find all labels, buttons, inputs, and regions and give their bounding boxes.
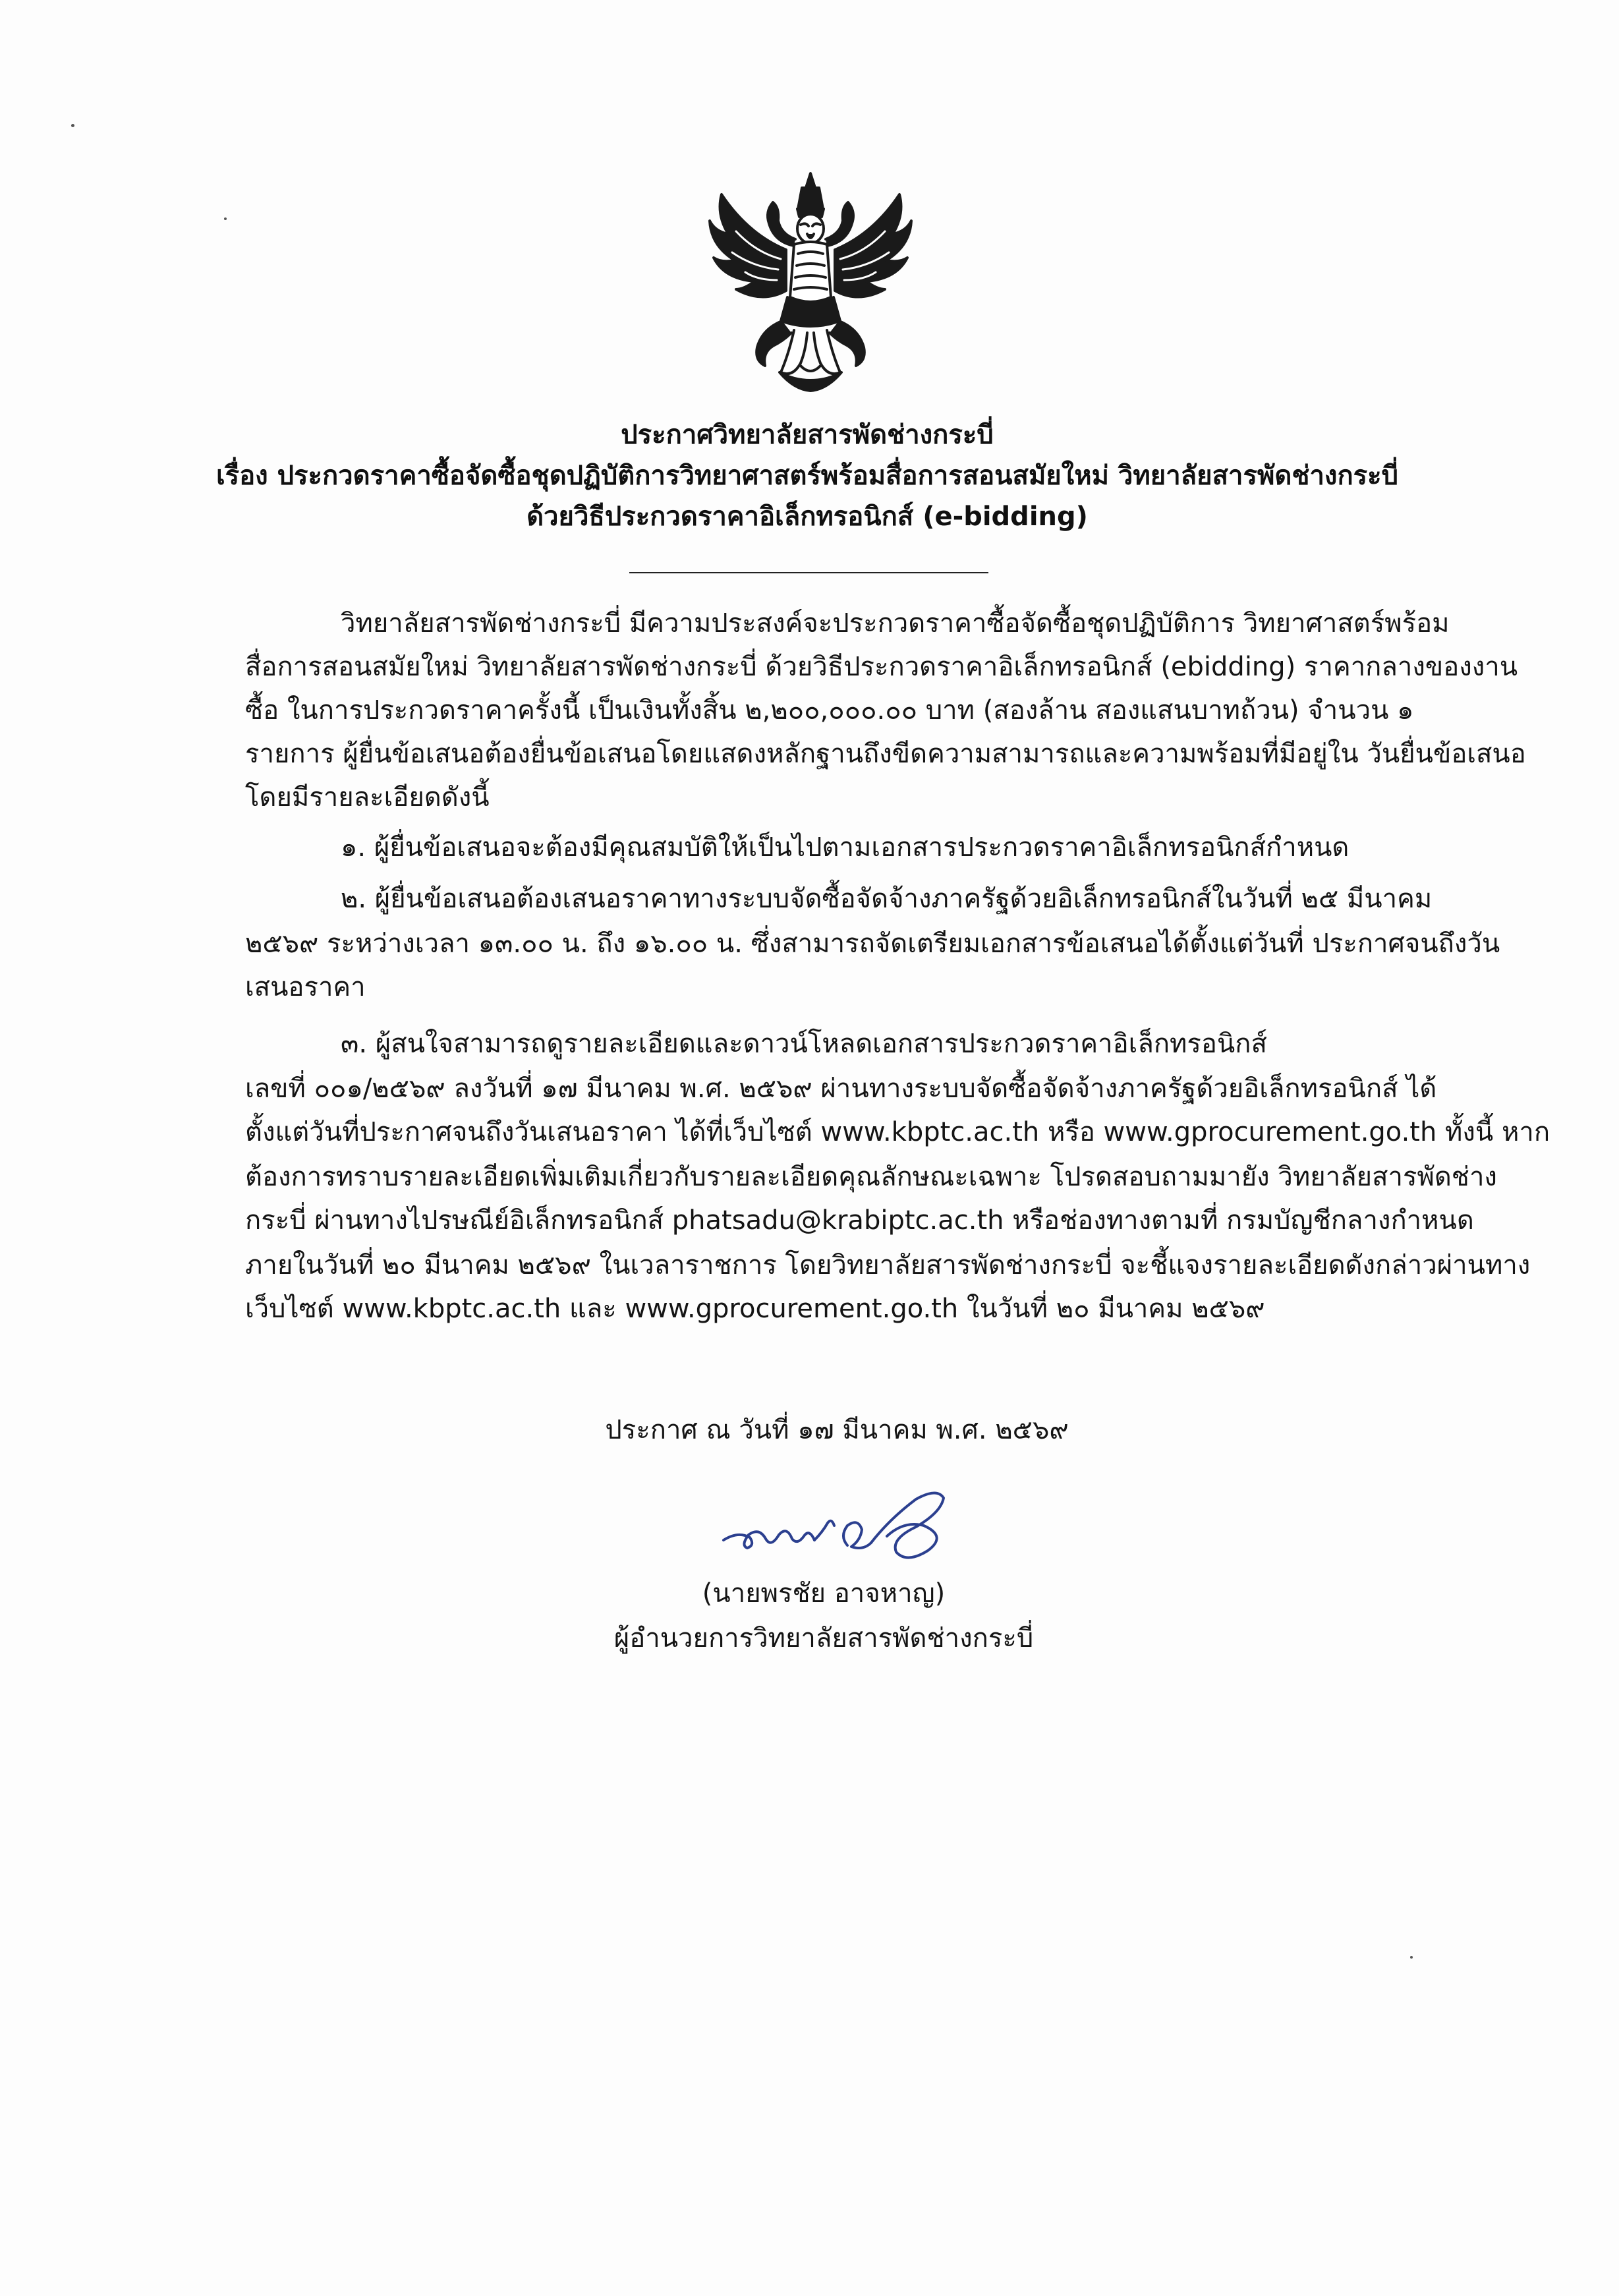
item-3-line: ๓. ผู้สนใจสามารถดูรายละเอียดและดาวน์โหลดเอกสารประกวดราคาอิเล็กทรอนิกส์: [341, 1029, 1267, 1059]
scan-speck: [71, 124, 74, 127]
item-3-line: ตั้งแต่วันที่ประกาศจนถึงวันเสนอราคา ได้ที่เว็บไซต์ www.kbptc.ac.th หรือ www.gprocurement.go.th ทั้งนี้ หาก: [245, 1117, 1550, 1147]
item-2-line: ๒. ผู้ยื่นข้อเสนอต้องเสนอราคาทางระบบจัดซื้อจัดจ้างภาครัฐด้วยอิเล็กทรอนิกส์ในวันที่ ๒๕ มีนาคม: [341, 884, 1433, 914]
item-3-line: เว็บไซต์ www.kbptc.ac.th และ www.gprocurement.go.th ในวันที่ ๒๐ มีนาคม ๒๕๖๙: [245, 1294, 1265, 1324]
item-3-line: กระบี่ ผ่านทางไปรษณีย์อิเล็กทรอนิกส์ phatsadu@krabiptc.ac.th หรือช่องทางตามที่ กรมบัญชีกลางกำหนด: [245, 1205, 1474, 1236]
item-3-line: เลขที่ ๐๐๑/๒๕๖๙ ลงวันที่ ๑๗ มีนาคม พ.ศ. ๒๕๖๙ ผ่านทางระบบจัดซื้อจัดจ้างภาครัฐด้วยอิเล็กทรอนิกส์ ได้: [245, 1074, 1437, 1104]
scan-speck: [1410, 1956, 1413, 1959]
item-2-line: เสนอราคา: [245, 972, 366, 1002]
announcement-method: ด้วยวิธีประกวดราคาอิเล็กทรอนิกส์ (e-bidding): [526, 502, 1088, 532]
signatory-position: ผู้อำนวยการวิทยาลัยสารพัดช่างกระบี่: [613, 1623, 1034, 1653]
signatory-name: (นายพรชัย อาจหาญ): [702, 1578, 946, 1609]
announcement-subject: เรื่อง ประกวดราคาซื้อจัดซื้อชุดปฏิบัติการวิทยาศาสตร์พร้อมสื่อการสอนสมัยใหม่ วิทยาลัยสารพัดช่างกระบี่: [215, 461, 1399, 491]
body-line: สื่อการสอนสมัยใหม่ วิทยาลัยสารพัดช่างกระบี่ ด้วยวิธีประกวดราคาอิเล็กทรอนิกส์ (ebidding) ราคากลางของงาน: [245, 652, 1518, 682]
garuda-emblem-icon: [702, 168, 919, 395]
announcement-title: ประกาศวิทยาลัยสารพัดช่างกระบี่: [621, 420, 994, 450]
scan-speck: [224, 217, 227, 220]
announcement-date: ประกาศ ณ วันที่ ๑๗ มีนาคม พ.ศ. ๒๕๖๙: [605, 1415, 1069, 1445]
body-line: โดยมีรายละเอียดดังนี้: [245, 782, 490, 813]
body-line: รายการ ผู้ยื่นข้อเสนอต้องยื่นข้อเสนอโดยแสดงหลักฐานถึงขีดความสามารถและความพร้อมที่มีอยู่ใน วันยื่นข้อเสนอ: [245, 739, 1526, 769]
body-line: ซื้อ ในการประกวดราคาครั้งนี้ เป็นเงินทั้งสิ้น ๒,๒๐๐,๐๐๐.๐๐ บาท (สองล้าน สองแสนบาทถ้วน) จำนวน ๑: [245, 695, 1414, 726]
item-2-line: ๒๕๖๙ ระหว่างเวลา ๑๓.๐๐ น. ถึง ๑๖.๐๐ น. ซึ่งสามารถจัดเตรียมเอกสารข้อเสนอได้ตั้งแต่วันที่ ประกาศจนถึงวัน: [245, 929, 1500, 959]
item-3-line: ภายในวันที่ ๒๐ มีนาคม ๒๕๖๙ ในเวลาราชการ โดยวิทยาลัยสารพัดช่างกระบี่ จะชี้แจงรายละเอียดดังกล่าวผ่านทาง: [245, 1250, 1531, 1280]
title-divider: [629, 572, 988, 573]
item-1-line: ๑. ผู้ยื่นข้อเสนอจะต้องมีคุณสมบัติให้เป็นไปตามเอกสารประกวดราคาอิเล็กทรอนิกส์กำหนด: [341, 832, 1349, 863]
item-3-line: ต้องการทราบรายละเอียดเพิ่มเติมเกี่ยวกับรายละเอียดคุณลักษณะเฉพาะ โปรดสอบถามมายัง วิทยาลัยสารพัดช่าง: [245, 1162, 1497, 1192]
handwritten-signature: [718, 1479, 975, 1572]
body-line: วิทยาลัยสารพัดช่างกระบี่ มีความประสงค์จะประกวดราคาซื้อจัดซื้อชุดปฏิบัติการ วิทยาศาสตร์พร้อม: [341, 608, 1450, 639]
